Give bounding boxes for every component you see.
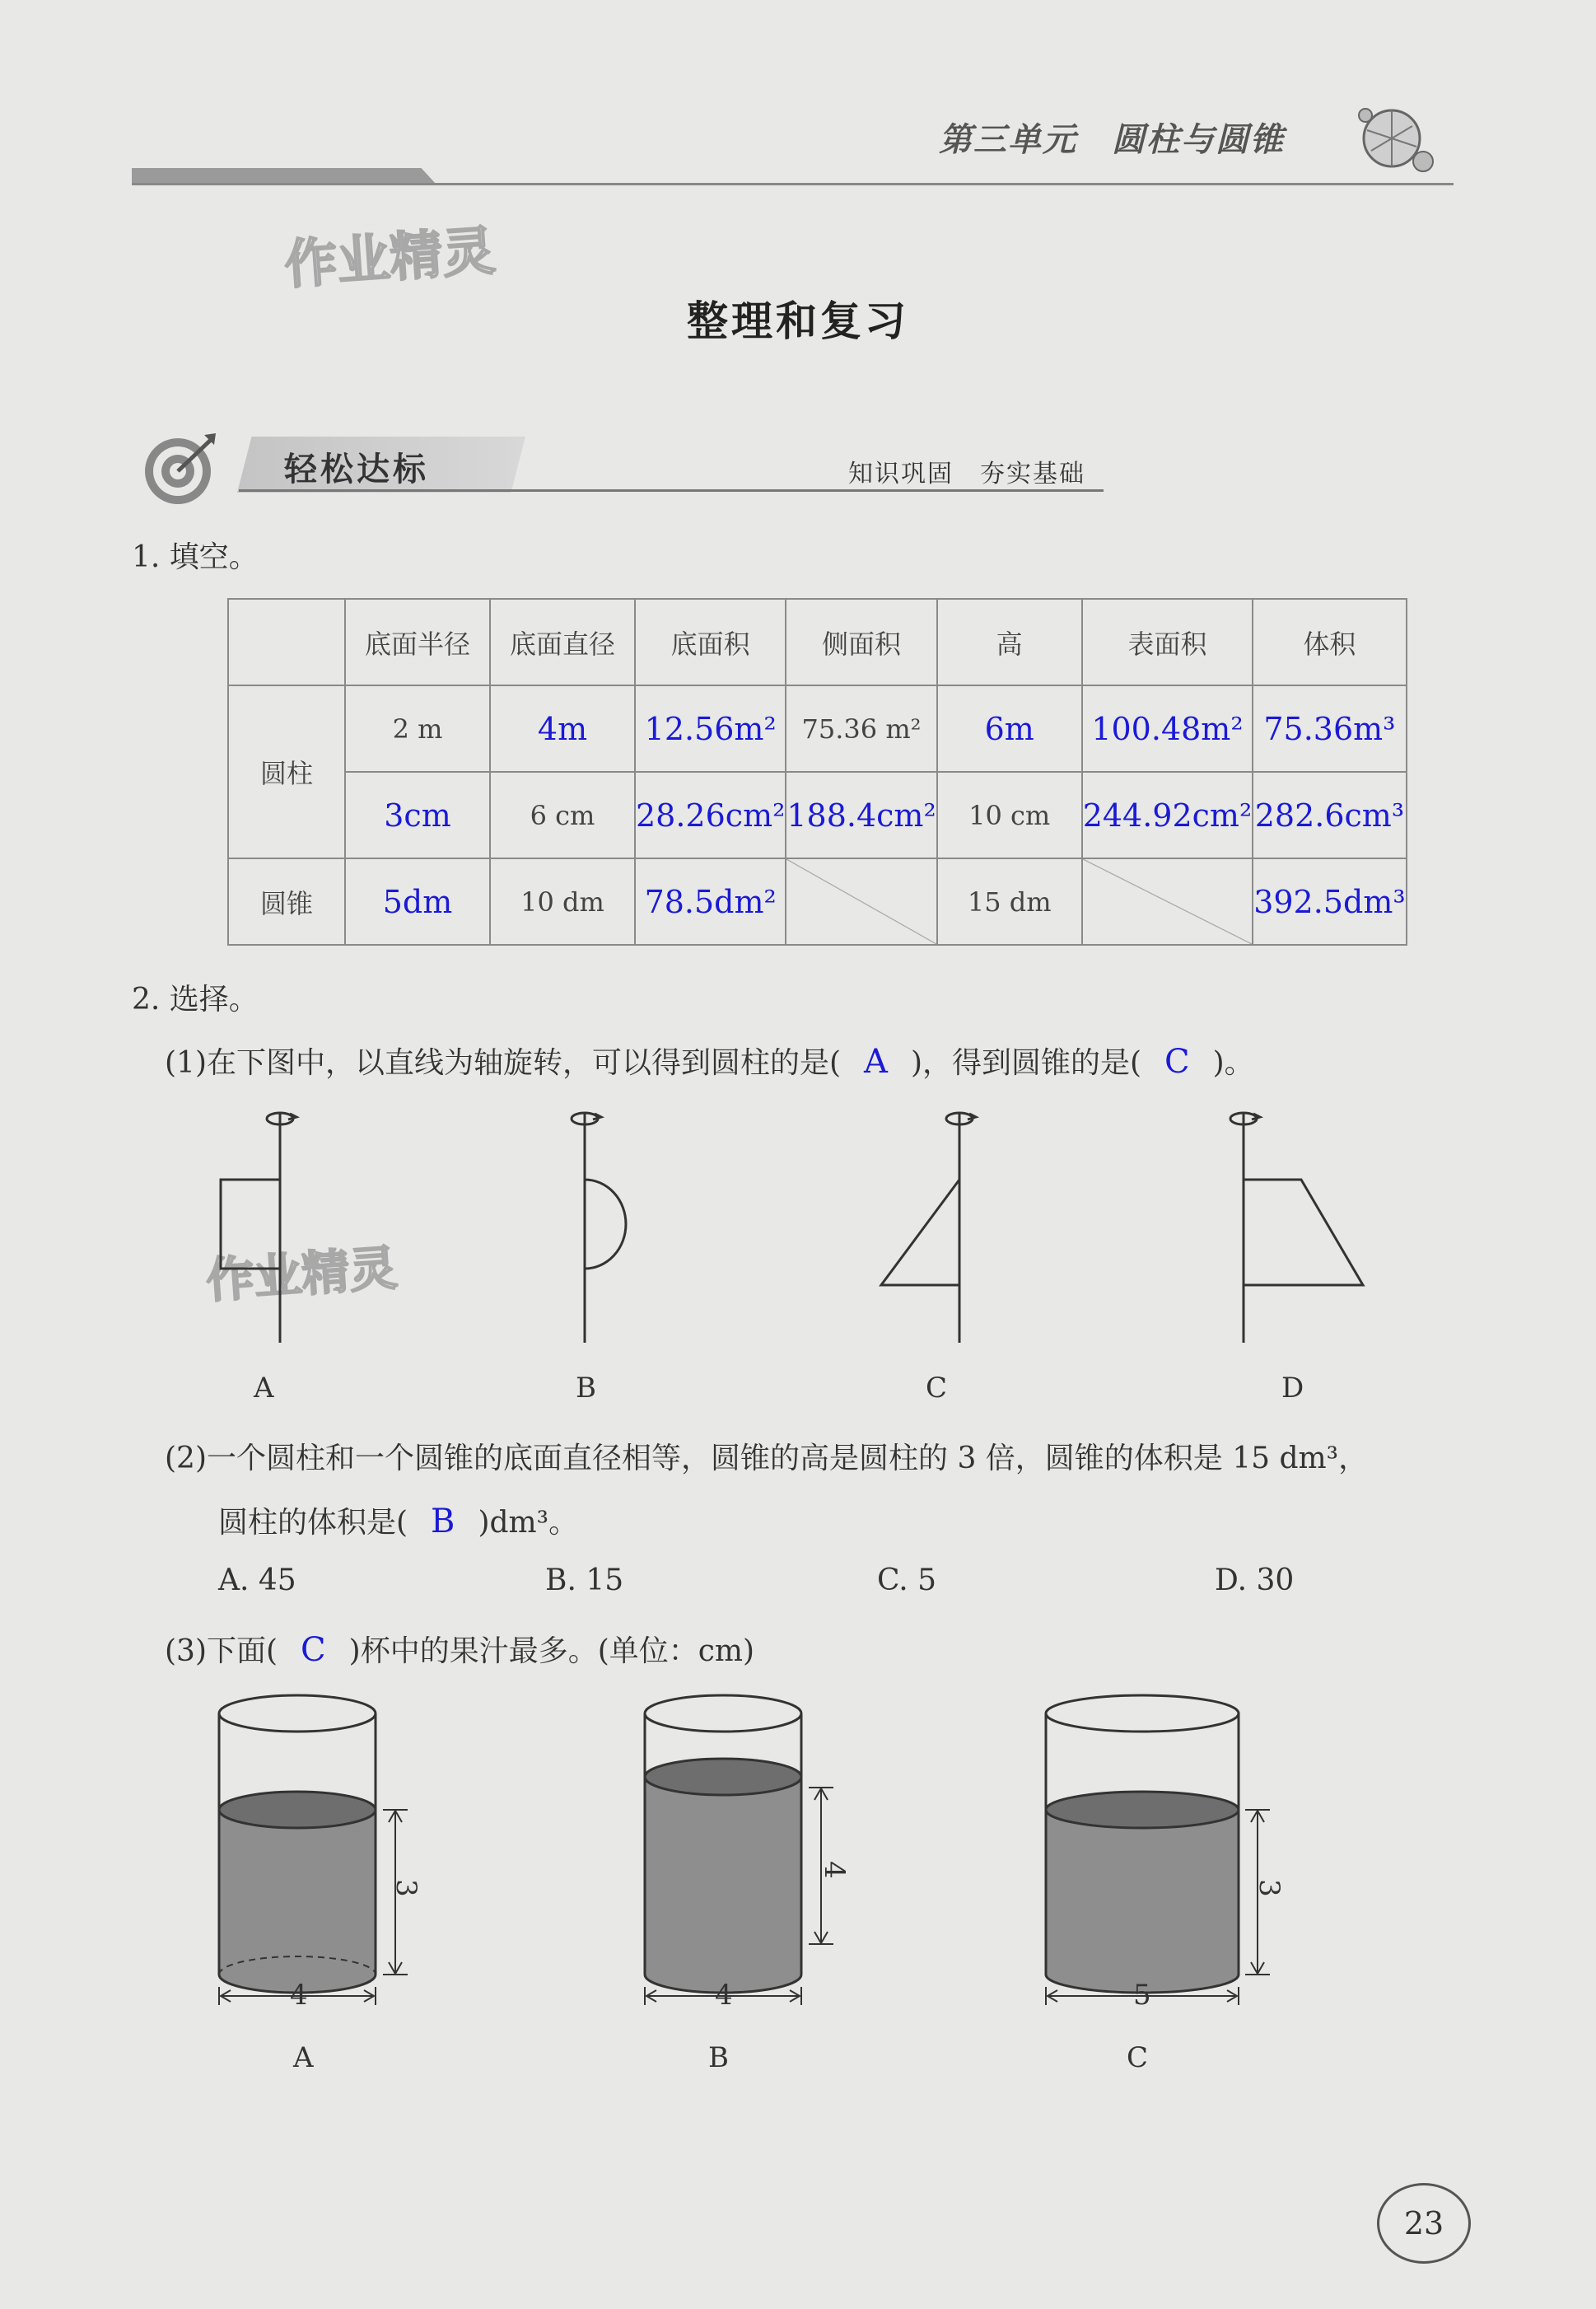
table-cell: 2 m [345,685,490,772]
fill-table [227,598,1407,946]
watermark: 作业精灵 [204,1239,399,1309]
table-cell: 10 cm [937,772,1082,858]
section-subtitle: 知识巩固 夯实基础 [848,460,1085,488]
q1-label: 1. 填空。 [132,540,259,574]
answer: C [301,1631,326,1669]
crossed-cell [786,858,936,945]
answer-cell: 6m [937,685,1082,772]
table-cell: 15 dm [937,858,1082,945]
choice: D. 30 [1215,1563,1295,1597]
answer-cell: 188.4cm² [786,772,936,858]
answer-cell: 282.6cm³ [1253,772,1406,858]
figure-d-trapezoid [1230,1112,1363,1343]
row-label-cylinder: 圆柱 [228,685,345,858]
q2-part2-line1: (2)一个圆柱和一个圆锥的底面直径相等，圆锥的高是圆柱的 3 倍，圆锥的体积是 15 dm³， [165,1442,1369,1475]
table-header: 高 [937,599,1082,685]
table-header: 底面半径 [345,599,490,685]
row-label-cone: 圆锥 [228,858,345,945]
cup-b-width: 4 [715,1979,733,2012]
q2-part3 [165,1628,754,1670]
unit-logo-icon [1351,97,1441,180]
answer-cell: 3cm [345,772,490,858]
section-line [239,489,1104,492]
crossed-cell [1082,858,1253,945]
answer-cell: 12.56m² [635,685,786,772]
answer-cell: 5dm [345,858,490,945]
cup-c [1046,1695,1270,2005]
option-label: A [254,1372,274,1405]
table-row [228,685,1407,772]
cup-c-height: 3 [1252,1879,1286,1897]
answer-cell: 4m [490,685,635,772]
target-icon [140,430,219,509]
table-header: 底面直径 [490,599,635,685]
page-number [1377,2183,1471,2264]
cup-a-label: A [293,2041,314,2074]
cups-figure [198,1680,1351,2026]
section-label: 轻松达标 [284,451,429,488]
figure-c-triangle [881,1112,976,1343]
cup-a-width: 4 [290,1979,308,2012]
watermark: 作业精灵 [282,221,497,297]
q2-part2-text: )dm³。 [478,1506,579,1540]
choice: C. 5 [877,1563,937,1597]
header-bar [132,168,436,185]
q2-part2-text: 圆柱的体积是( [218,1506,408,1540]
answer-cell: 78.5dm² [635,858,786,945]
q2-part3-text: (3)下面( [165,1634,278,1668]
q2-part1-text: (1)在下图中，以直线为轴旋转，可以得到圆柱的是( [165,1046,842,1080]
table-header: 底面积 [635,599,786,685]
table-row [228,772,1407,858]
q2-part1-text: )，得到圆锥的是( [910,1046,1142,1080]
table-header-row [228,599,1407,685]
choice: B. 15 [545,1563,624,1597]
table-row [228,858,1407,945]
choice: A. 45 [218,1563,296,1597]
table-header: 侧面积 [786,599,936,685]
page-number-text: 23 [1403,2205,1444,2241]
answer-cell: 100.48m² [1082,685,1253,772]
figure-a-rectangle [221,1112,296,1343]
figure-b-semicircle [572,1112,626,1343]
table-cell: 75.36 m² [786,685,936,772]
q2-part1 [165,1040,1254,1082]
q2-part3-text: )杯中的果汁最多。(单位：cm) [348,1634,755,1668]
q2-part1-text: )。 [1212,1046,1254,1080]
q2-label: 2. 选择。 [132,983,259,1017]
option-label: C [926,1372,948,1405]
page-title: 整理和复习 [687,297,909,345]
option-label: B [576,1372,596,1405]
unit-title: 第三单元 圆柱与圆锥 [939,120,1285,159]
answer: C [1164,1043,1190,1081]
table-cell: 10 dm [490,858,635,945]
cup-a [219,1695,408,2005]
cup-b [645,1695,833,2005]
cup-b-label: B [708,2041,729,2074]
cup-c-width: 5 [1133,1979,1151,2012]
answer-cell: 28.26cm² [635,772,786,858]
answer-cell: 392.5dm³ [1253,858,1406,945]
answer-cell: 244.92cm² [1082,772,1253,858]
answer: A [864,1043,888,1081]
answer: B [431,1503,455,1540]
option-label: D [1281,1372,1304,1405]
table-header: 体积 [1253,599,1406,685]
answer-cell: 75.36m³ [1253,685,1406,772]
table-corner [228,599,345,685]
cup-c-label: C [1127,2041,1149,2074]
q2-part2-line2 [218,1499,578,1541]
rotation-figures [198,1096,1433,1359]
cup-a-height: 3 [389,1879,422,1897]
header-line [132,183,1454,185]
cup-b-height: 4 [817,1861,851,1879]
table-header: 表面积 [1082,599,1253,685]
table-cell: 6 cm [490,772,635,858]
